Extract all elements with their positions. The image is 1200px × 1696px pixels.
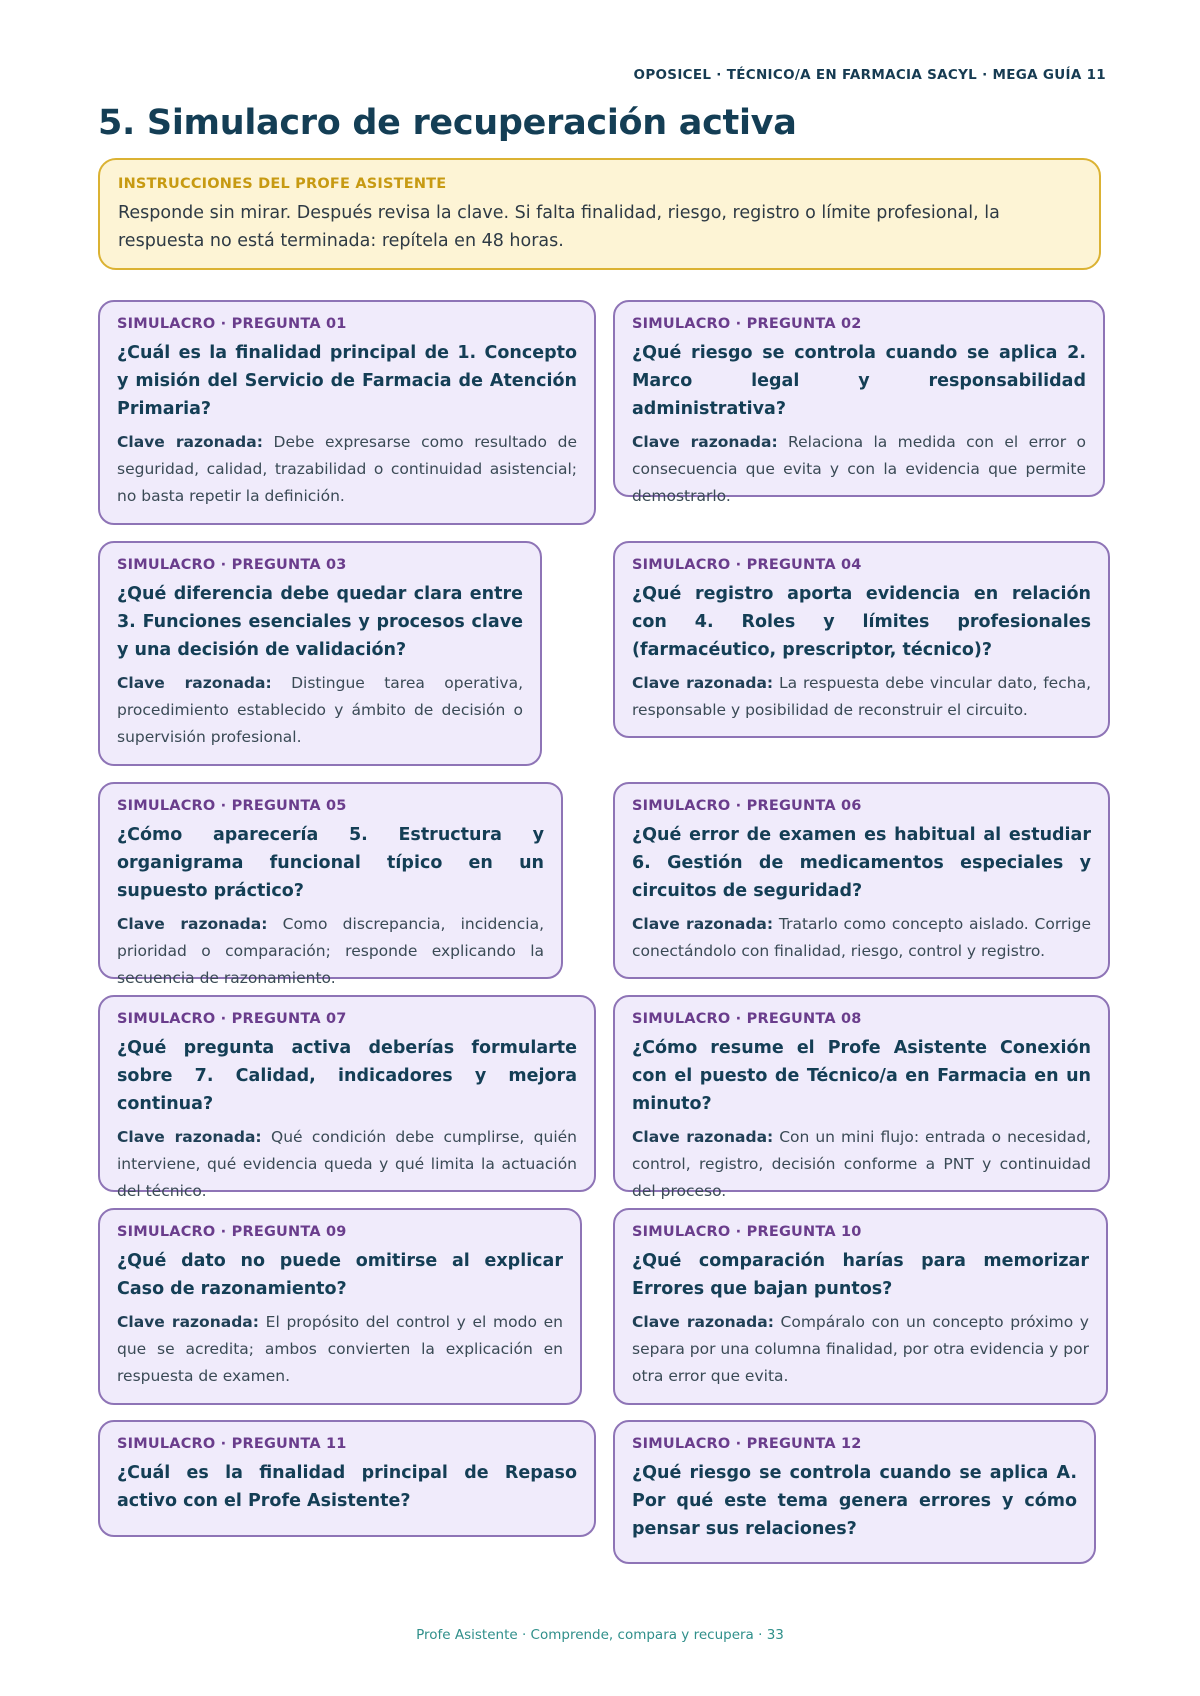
answer-key-label: Clave razonada: [117,433,263,451]
question-card-12 [613,1420,1096,1564]
card-answer-key [632,1124,1091,1205]
card-question: ¿Cómo resume el Profe Asistente Conexión con el puesto de Técnico/a en Farmacia en un minuto? [632,1038,1091,1114]
card-label: SIMULACRO · PREGUNTA 06 [632,798,862,814]
card-label: SIMULACRO · PREGUNTA 04 [632,557,862,573]
answer-key-text: Debe expresarse como resultado de seguridad, calidad, trazabilidad o continuidad asistencial; no basta repetir la definición. [117,433,577,505]
card-label: SIMULACRO · PREGUNTA 12 [632,1436,862,1452]
answer-key-text: Compáralo con un concepto próximo y separa por una columna finalidad, por otra evidencia y por otra error que evita. [632,1313,1089,1385]
card-label: SIMULACRO · PREGUNTA 03 [117,557,347,573]
answer-key-text: La respuesta debe vincular dato, fecha, responsable y posibilidad de reconstruir el circuito. [632,674,1091,719]
card-answer-key [117,429,577,510]
question-card-10 [613,1208,1108,1405]
question-card-11 [98,1420,596,1537]
answer-key-label: Clave razonada: [632,433,778,451]
answer-key-text: Con un mini flujo: entrada o necesidad, control, registro, decisión conforme a PNT y continuidad del proceso. [632,1128,1091,1200]
card-label: SIMULACRO · PREGUNTA 11 [117,1436,347,1452]
card-label: SIMULACRO · PREGUNTA 05 [117,798,347,814]
card-answer-key [117,1309,563,1390]
answer-key-text: Qué condición debe cumplirse, quién interviene, qué evidencia queda y qué limita la actuación del técnico. [117,1128,578,1200]
answer-key-label: Clave razonada: [117,1313,259,1331]
card-label: SIMULACRO · PREGUNTA 01 [117,316,347,332]
card-label: SIMULACRO · PREGUNTA 10 [632,1224,862,1240]
card-question: ¿Qué riesgo se controla cuando se aplica 2. Marco legal y responsabilidad administrativa? [632,343,1086,419]
question-card-04 [613,541,1110,738]
card-answer-key [117,670,523,751]
card-answer-key [632,670,1091,724]
card-question: ¿Qué error de examen es habitual al estudiar 6. Gestión de medicamentos especiales y circuitos de seguridad? [632,825,1091,901]
instructions-box [98,158,1101,270]
question-card-08 [613,995,1110,1200]
page-title: 5. Simulacro de recuperación activa [98,103,797,143]
card-label: SIMULACRO · PREGUNTA 07 [117,1011,347,1027]
question-card-02 [613,300,1105,505]
question-card-09 [98,1208,582,1405]
card-answer-key [117,911,544,992]
answer-key-label: Clave razonada: [117,1128,262,1146]
page-footer: Profe Asistente · Comprende, compara y recupera · 33 [416,1627,784,1643]
answer-key-label: Clave razonada: [117,674,272,692]
question-card-07 [98,995,596,1200]
card-question: ¿Qué registro aporta evidencia en relación con 4. Roles y límites profesionales (farmacéutico, prescriptor, técnico)? [632,584,1091,660]
card-answer-key [632,1309,1089,1390]
question-card-06 [613,782,1110,979]
answer-key-label: Clave razonada: [632,915,774,933]
answer-key-label: Clave razonada: [632,1128,774,1146]
card-question: ¿Qué comparación harías para memorizar Errores que bajan puntos? [632,1251,1089,1299]
card-question: ¿Qué diferencia debe quedar clara entre 3. Funciones esenciales y procesos clave y una decisión de validación? [117,584,523,660]
answer-key-label: Clave razonada: [117,915,268,933]
instructions-text: Responde sin mirar. Después revisa la clave. Si falta finalidad, riesgo, registro o límite profesional, la respuesta no está terminada: repítela en 48 horas. [118,203,1000,251]
answer-key-text: El propósito del control y el modo en que se acredita; ambos convierten la explicación en respuesta de examen. [117,1313,563,1385]
answer-key-text: Tratarlo como concepto aislado. Corrige conectándolo con finalidad, riesgo, control y registro. [632,915,1091,960]
card-question: ¿Qué pregunta activa deberías formularte sobre 7. Calidad, indicadores y mejora continua? [117,1038,577,1114]
question-card-01 [98,300,596,525]
card-answer-key [632,911,1091,965]
question-card-03 [98,541,542,766]
card-question: ¿Qué dato no puede omitirse al explicar Caso de razonamiento? [117,1251,563,1299]
answer-key-label: Clave razonada: [632,674,774,692]
card-label: SIMULACRO · PREGUNTA 02 [632,316,862,332]
card-label: SIMULACRO · PREGUNTA 09 [117,1224,347,1240]
answer-key-label: Clave razonada: [632,1313,774,1331]
card-question: ¿Qué riesgo se controla cuando se aplica A. Por qué este tema genera errores y cómo pensar sus relaciones? [632,1463,1077,1539]
instructions-label: INSTRUCCIONES DEL PROFE ASISTENTE [118,176,447,192]
card-label: SIMULACRO · PREGUNTA 08 [632,1011,862,1027]
answer-key-text: Relaciona la medida con el error o consecuencia que evita y con la evidencia que permite demostrarlo. [632,433,1086,505]
answer-key-text: Como discrepancia, incidencia, prioridad o comparación; responde explicando la secuencia de razonamiento. [117,915,544,987]
answer-key-text: Distingue tarea operativa, procedimiento establecido y ámbito de decisión o supervisión profesional. [117,674,523,746]
card-question: ¿Cuál es la finalidad principal de 1. Concepto y misión del Servicio de Farmacia de Atención Primaria? [117,343,577,419]
card-answer-key [117,1124,577,1205]
card-question: ¿Cuál es la finalidad principal de Repaso activo con el Profe Asistente? [117,1463,577,1511]
card-question: ¿Cómo aparecería 5. Estructura y organigrama funcional típico en un supuesto práctico? [117,825,544,901]
running-header: OPOSICEL · TÉCNICO/A EN FARMACIA SACYL · MEGA GUÍA 11 [633,67,1106,83]
card-answer-key [632,429,1086,510]
question-card-05 [98,782,563,987]
